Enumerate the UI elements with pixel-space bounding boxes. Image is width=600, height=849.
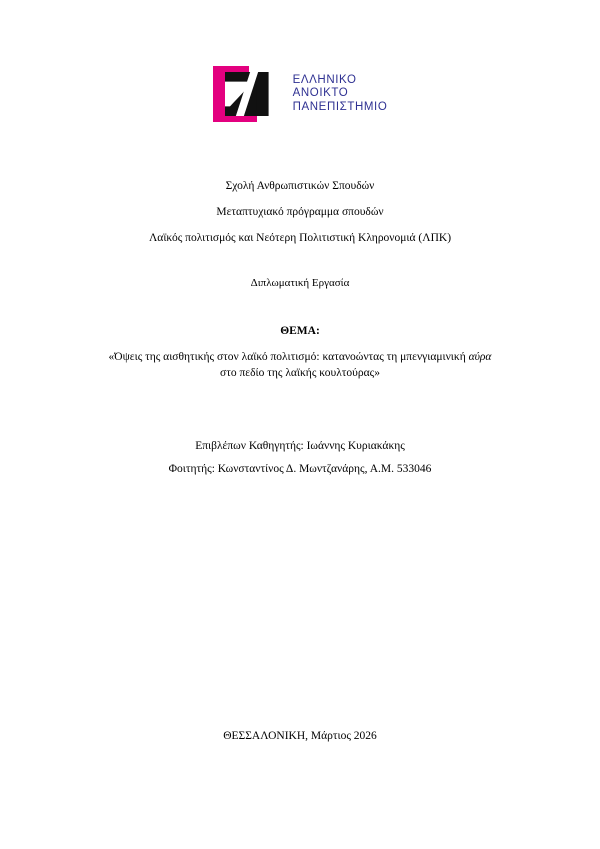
logo-line-1: ΕΛΛΗΝΙΚΟ [292, 73, 357, 86]
theme-label: ΘΕΜΑ: [280, 325, 320, 337]
work-type: Διπλωματική Εργασία [250, 277, 350, 289]
logo-line-3: ΠΑΝΕΠΙΣΤΗΜΙΟ [292, 100, 388, 113]
logo-line-2: ΑΝΟΙΚΤΟ [292, 87, 349, 100]
school-name: Σχολή Ανθρωπιστικών Σπουδών [225, 180, 375, 192]
logo-wordmark [293, 74, 388, 115]
supervisor-line: Επιβλέπων Καθηγητής: Ιωάννης Κυριακάκης [195, 440, 405, 452]
logo-group [213, 66, 388, 122]
student-line: Φοιτητής: Κωνσταντίνος Δ. Μωντζανάρης, Α.Μ. 533046 [168, 463, 432, 475]
thesis-title-text: «Όψεις της αισθητικής στον λαϊκό πολιτισμό: κατανοώντας τη μπενγιαμινική [108, 351, 469, 363]
university-logo [0, 66, 600, 122]
hou-open-book-logo-icon [213, 66, 285, 122]
thesis-title-emphasis: αύρα [468, 351, 492, 363]
program-name: Μεταπτυχιακό πρόγραμμα σπουδών [216, 206, 384, 218]
master-program-title: Λαϊκός πολιτισμός και Νεότερη Πολιτιστική Κληρονομιά (ΛΠΚ) [148, 232, 452, 244]
place-and-date: ΘΕΣΣΑΛΟΝΙΚΗ, Μάρτιος 2026 [223, 730, 377, 742]
thesis-title-line-2: στο πεδίο της λαϊκής κουλτούρας» [220, 367, 380, 379]
